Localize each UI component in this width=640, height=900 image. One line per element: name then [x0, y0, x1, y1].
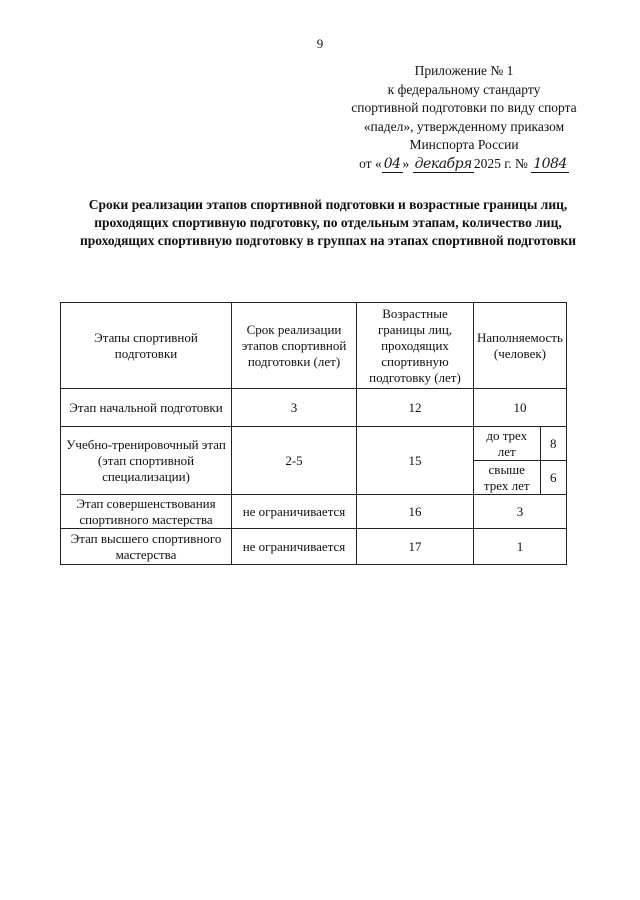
age-cell: 17 [357, 529, 474, 565]
header-cell: Возрастные границы лиц, проходящих спортивную подготовку (лет) [357, 303, 474, 389]
age-cell: 15 [357, 427, 474, 495]
date-year: 2025 г. № [473, 155, 528, 171]
page-number: 9 [316, 36, 324, 51]
appendix-line: Минспорта России [409, 137, 519, 152]
group-label-cell: до трех лет [474, 427, 541, 461]
order-number: 1084 [533, 155, 567, 172]
appendix-line: к федеральному стандарту [387, 81, 541, 97]
table-row [61, 529, 567, 565]
table-row [61, 389, 567, 427]
header-cell: Наполняемость (человек) [474, 303, 567, 389]
stage-cell: Этап начальной подготовки [61, 389, 232, 427]
size-cell: 8 [540, 427, 566, 461]
size-cell: 10 [474, 389, 567, 427]
table-header-row [61, 303, 567, 389]
header-cell: Срок реализации этапов спортивной подготовки (лет) [232, 303, 357, 389]
size-cell: 3 [474, 495, 567, 529]
stage-cell: Этап совершенствования спортивного мастерства [61, 495, 232, 529]
term-cell: 2-5 [232, 427, 357, 495]
header-cell: Этапы спортивной подготовки [61, 303, 232, 389]
stage-cell: Учебно-тренировочный этап (этап спортивной специализации) [61, 427, 232, 495]
size-cell: 1 [474, 529, 567, 565]
date-mid: » [402, 155, 410, 171]
date-month: декабря [414, 155, 472, 172]
table-row [61, 495, 567, 529]
appendix-line: «падел», утвержденному приказом [363, 118, 565, 134]
stages-table [60, 302, 567, 565]
group-label-cell: свыше трех лет [474, 461, 541, 495]
size-cell: 6 [540, 461, 566, 495]
date-day: 04 [383, 155, 401, 172]
appendix-block [340, 62, 588, 173]
stage-cell: Этап высшего спортивного мастерства [61, 529, 232, 565]
appendix-line: Приложение № 1 [414, 63, 514, 78]
term-cell: 3 [232, 389, 357, 427]
age-cell: 16 [357, 495, 474, 529]
document-title: Сроки реализации этапов спортивной подготовки и возрастные границы лиц, проходящих спортивную подготовку, по отдельным этапам, количество лиц, проходящих спортивную подготовку в группах на этапах спортивной подготовки [79, 197, 577, 248]
date-prefix: от « [359, 155, 382, 171]
term-cell: не ограничивается [232, 529, 357, 565]
term-cell: не ограничивается [232, 495, 357, 529]
age-cell: 12 [357, 389, 474, 427]
order-date-line [340, 155, 588, 174]
table-row [61, 427, 567, 461]
appendix-line: спортивной подготовки по виду спорта [351, 100, 577, 115]
